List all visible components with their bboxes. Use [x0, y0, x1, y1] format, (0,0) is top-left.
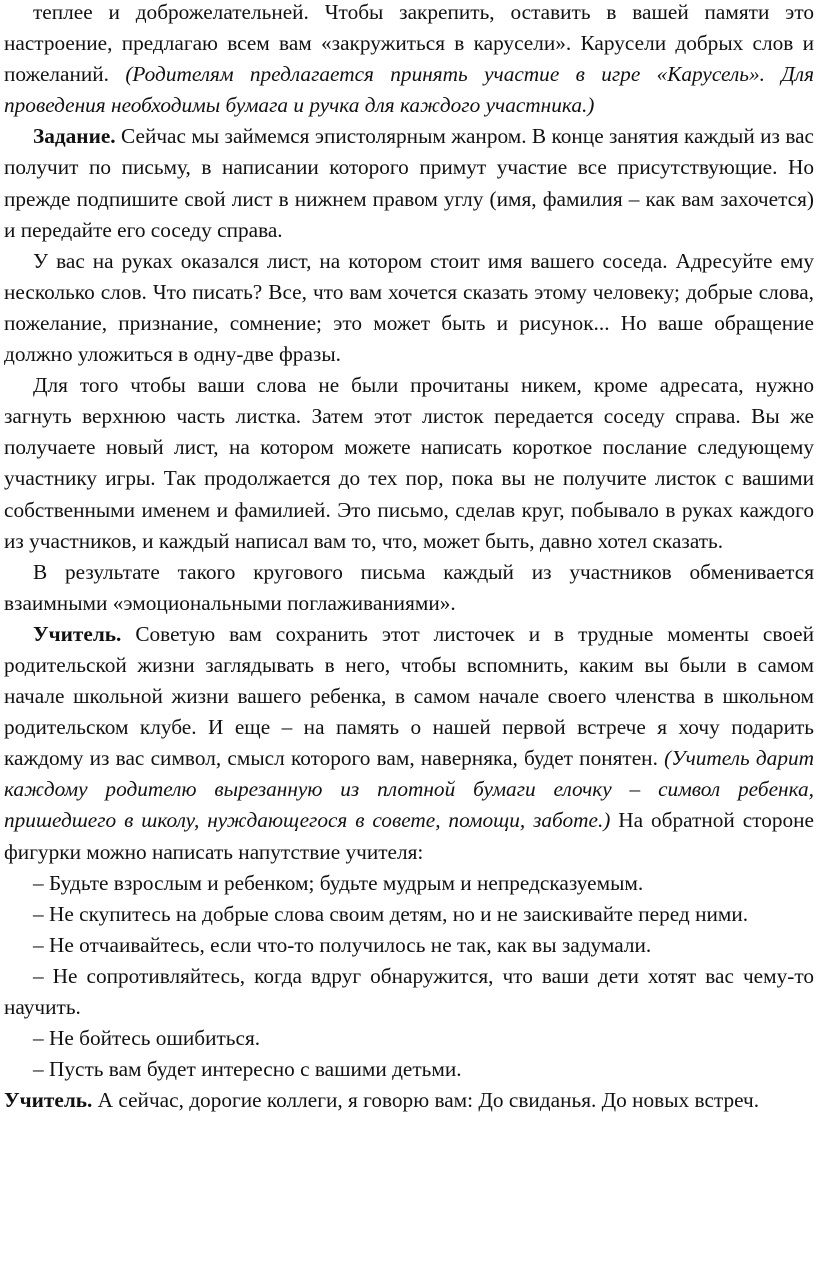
- paragraph-text: Советую вам сохранить этот листочек и в трудные моменты своей родительской жизни заглядывать в него, чтобы вспомнить, каким вы были в самом начале школьной жизни вашего ребенка, в самом начале своего членства в школьном родительском клубе. И еще – на память о нашей первой встрече я хочу подарить каждому из вас символ, смысл которого вам, наверняка, будет понятен.: [4, 621, 814, 771]
- paragraph-task: [4, 121, 814, 245]
- paragraph-fold-sheet: [4, 370, 814, 557]
- paragraph-italic-note: (Учитель дарит каждому родителю вырезанную из плотной бумаги елочку – символ ребенка, пришедшего в школу, нуждающегося в совете, помощи, заботе.): [4, 746, 815, 833]
- advice-item: – Не отчаивайтесь, если что-то получилось не так, как вы задумали.: [33, 932, 652, 957]
- paragraph-text: У вас на руках оказался лист, на котором стоит имя вашего соседа. Адресуйте ему несколько слов. Что писать? Все, что вам хочется сказать этому человеку; добрые слова, пожелание, признание, сомнение; это может быть и рисунок... Но ваше обращение должно уложиться в одну-две фразы.: [4, 248, 814, 367]
- advice-item: – Не сопротивляйтесь, когда вдруг обнаружится, что ваши дети хотят вас чему-то научить.: [4, 963, 814, 1019]
- speaker-label: Учитель.: [33, 621, 122, 646]
- speaker-label: Задание.: [33, 124, 116, 149]
- paragraph-text: Для того чтобы ваши слова не были прочитаны никем, кроме адресата, нужно загнуть верхнюю часть листка. Затем этот листок передается соседу справа. Вы же получаете новый лист, на котором можете написать короткое послание следующему участнику игры. Так продолжается до тех пор, пока вы не получите листок с вашими собственными именем и фамилией. Это письмо, сделав круг, побывало в руках каждого из участников, и каждый написал вам то, что, может быть, давно хотел сказать.: [4, 373, 814, 553]
- speaker-label: Учитель.: [4, 1088, 93, 1113]
- paragraph-text: теплее и доброжелательней. Чтобы закрепить, оставить в вашей памяти это настроение, предлагаю всем вам «закружиться в карусели». Карусели добрых слов и пожеланий.: [4, 0, 814, 87]
- paragraph-text: А сейчас, дорогие коллеги, я говорю вам: До свиданья. До новых встреч.: [92, 1088, 760, 1113]
- advice-item: – Не бойтесь ошибиться.: [33, 1026, 261, 1051]
- paragraph-result: [4, 557, 814, 619]
- paragraph-italic-note: (Родителям предлагается принять участие в игре «Карусель». Для проведения необходимы бумага и ручка для каждого участника.): [4, 62, 814, 118]
- paragraph-teacher-advice: [4, 619, 814, 868]
- paragraph-neighbor-sheet: [4, 246, 814, 370]
- paragraph-closing: [4, 1085, 814, 1116]
- paragraph-text: Сейчас мы займемся эпистолярным жанром. В конце занятия каждый из вас получит по письму, в написании которого примут участие все присутствующие. Но прежде подпишите свой лист в нижнем правом углу (имя, фамилия – как вам захочется) и передайте его соседу справа.: [4, 124, 814, 242]
- advice-item: – Будьте взрослым и ребенком; будьте мудрым и непредсказуемым.: [33, 870, 644, 895]
- paragraph-text: В результате такого кругового письма каждый из участников обменивается взаимными «эмоциональными поглаживаниями».: [4, 559, 814, 615]
- advice-item: – Не скупитесь на добрые слова своим детям, но и не заискивайте перед ними.: [33, 901, 749, 926]
- advice-item: – Пусть вам будет интересно с вашими детьми.: [33, 1057, 462, 1082]
- paragraph-text: На обратной стороне фигурки можно написать напутствие учителя:: [4, 808, 814, 864]
- paragraph-carousel-intro: [4, 0, 814, 121]
